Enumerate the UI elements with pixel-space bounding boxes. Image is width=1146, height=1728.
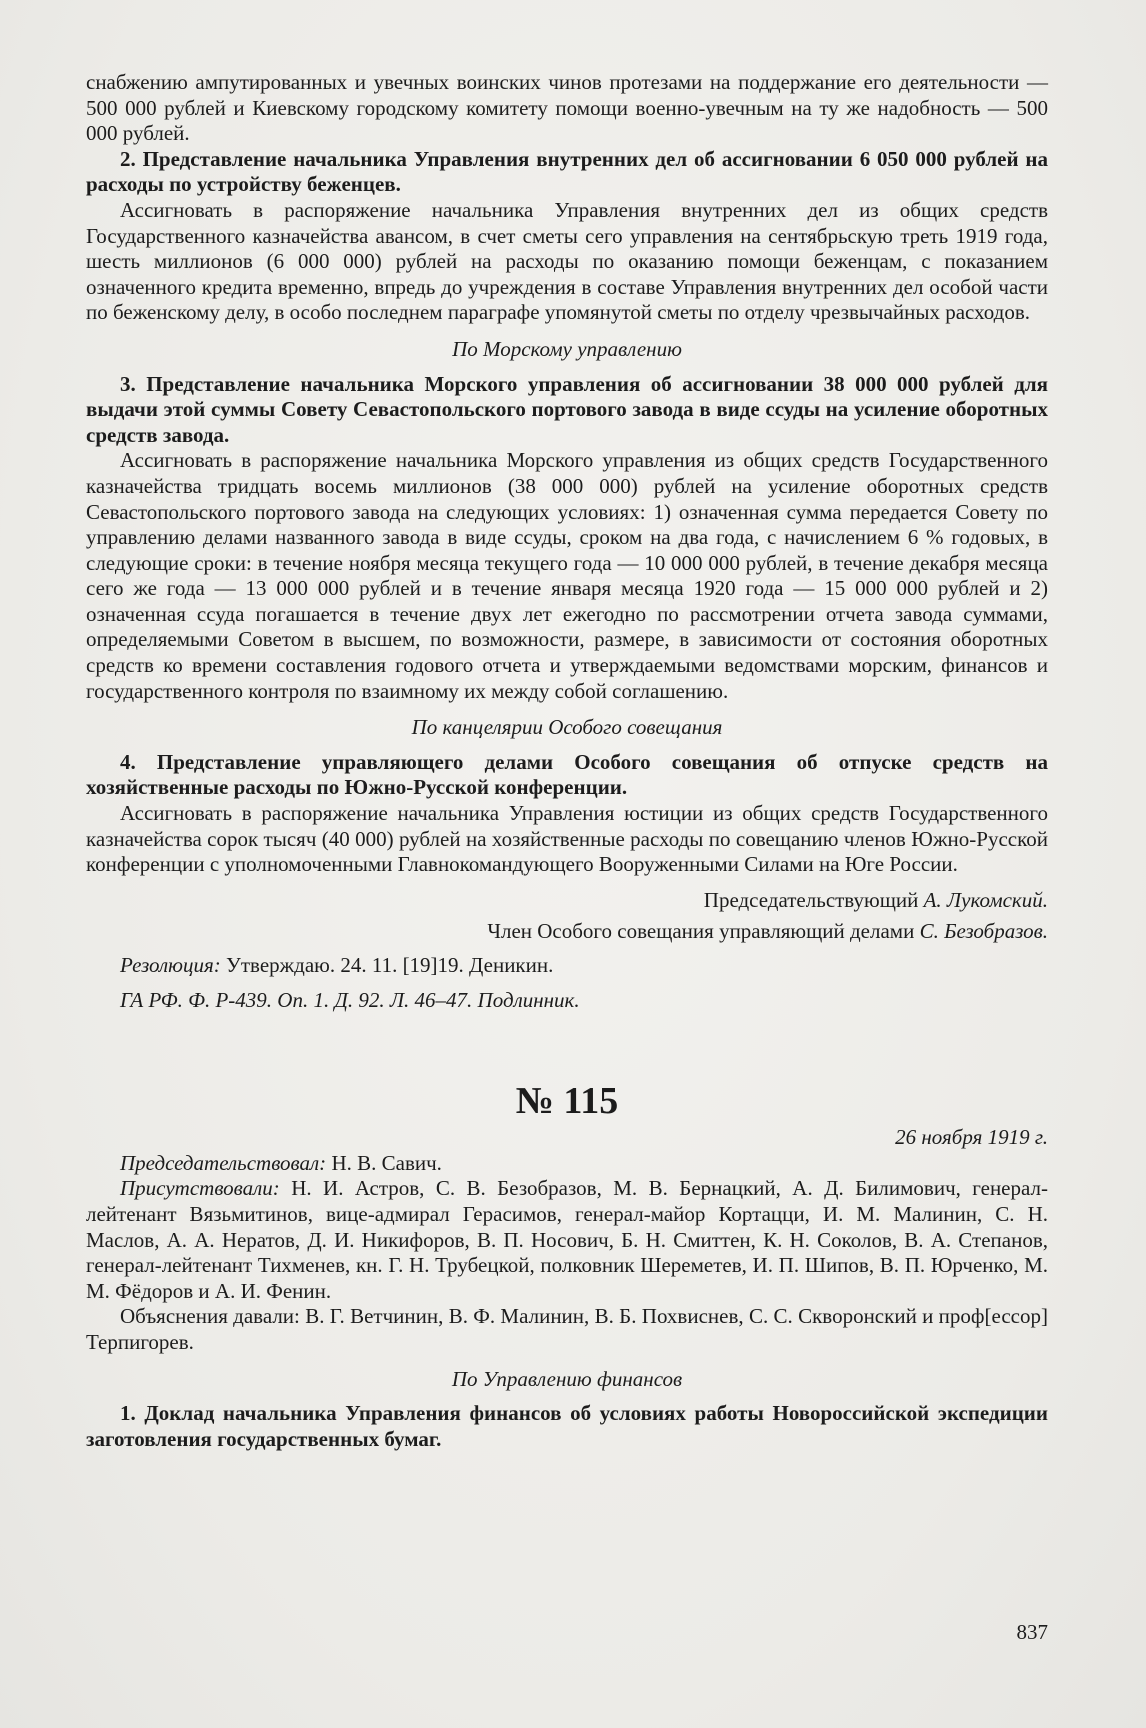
- signature-chair: Председательствующий А. Лукомский.: [703, 887, 1048, 912]
- item-heading: 4. Представление управляющего делами Особого совещания об отпуске средств на хозяйственные расходы по Южно-Русской конференции.: [86, 749, 1048, 800]
- resolution: Резолюция: Утверждаю. 24. 11. [19]19. Деникин.: [120, 953, 554, 977]
- item-heading: 3. Представление начальника Морского управления об ассигновании 38 000 000 рублей для выдачи этой суммы Совету Севастопольского портового завода в виде ссуды на усиление оборотных средств завода.: [86, 371, 1048, 447]
- explanations-line: Объяснения давали: В. Г. Ветчинин, В. Ф. Малинин, В. Б. Похвиснев, С. С. Скворонский и проф[ессор] Терпигорев.: [86, 1304, 1048, 1354]
- document-number: № 115: [515, 1080, 619, 1123]
- page-number: 837: [1016, 1620, 1048, 1644]
- section-heading: По канцелярии Особого совещания: [411, 715, 723, 740]
- document-date: 26 ноября 1919 г.: [895, 1125, 1048, 1150]
- section-heading: По Управлению финансов: [451, 1366, 683, 1391]
- paragraph: снабжению ампутированных и увечных воинских чинов протезами на поддержание его деятельности — 500 000 рублей и Киевскому городскому комитету помощи военно-увечным на ту же надобность — 500 000 рублей.: [86, 70, 1048, 146]
- archive-reference: ГА РФ. Ф. Р-439. Оп. 1. Д. 92. Л. 46–47. Подлинник.: [120, 987, 580, 1012]
- item-heading: 2. Представление начальника Управления внутренних дел об ассигновании 6 050 000 рублей на расходы по устройству беженцев.: [86, 146, 1048, 197]
- chaired-line: Председательствовал: Н. В. Савич.: [120, 1150, 442, 1175]
- paragraph: Ассигновать в распоряжение начальника Управления внутренних дел из общих средств Государственного казначейства авансом, в счет сметы сего управления на сентябрьскую треть 1919 года, шесть миллионов (6 000 000) рублей на расходы по оказанию помощи беженцам, с показанием означенного кредита временно, впредь до учреждения в составе Управления внутренних дел особой части по беженскому делу, в особо последнем параграфе упомянутой сметы по отделу чрезвычайных расходов.: [86, 197, 1048, 325]
- signature-member: Член Особого совещания управляющий делами С. Безобразов.: [487, 919, 1048, 944]
- paragraph: Ассигновать в распоряжение начальника Морского управления из общих средств Государственного казначейства тридцать восемь миллионов (38 000 000) рублей на усиление оборотных средств Севастопольского портового завода на следующих условиях: 1) означенная сумма передается Совету по управлению делами названного завода в виде ссуды, сроком на два года, с начислением 6 % годовых, в следующие сроки: в течение ноября месяца текущего года — 10 000 000 рублей, в течение декабря месяца сего же года — 13 000 000 рублей и в течение января месяца 1920 года — 15 000 000 рублей и 2) означенная ссуда погашается в течение двух лет ежегодно по рассмотрении отчета завода суммами, определяемыми Советом в высшем, по возможности, размере, в зависимости от состояния оборотных средств ко времени составления годового отчета и утверждаемыми ведомствами морским, финансов и государственного контроля по взаимному их между собой соглашению.: [86, 448, 1048, 703]
- section-heading: По Морскому управлению: [452, 336, 682, 361]
- paragraph: Ассигновать в распоряжение начальника Управления юстиции из общих средств Государственного казначейства сорок тысяч (40 000) рублей на хозяйственные расходы по совещанию членов Южно-Русской конференции с уполномоченными Главнокомандующего Вооруженными Силами на Юге России.: [86, 801, 1048, 877]
- present-line: Присутствовали: Н. И. Астров, С. В. Безобразов, М. В. Бернацкий, А. Д. Билимович, генерал-лейтенант Вязьмитинов, вице-адмирал Герасимов, генерал-майор Кортацци, И. М. Малинин, С. Н. Маслов, А. А. Нератов, Д. И. Никифоров, В. П. Носович, Б. Н. Смиттен, К. Н. Соколов, В. А. Степанов, генерал-лейтенант Тихменев, кн. Г. Н. Трубецкой, полковник Шереметев, И. П. Шипов, В. П. Юрченко, М. М. Фёдоров и А. И. Фенин.: [86, 1176, 1048, 1303]
- item-heading: 1. Доклад начальника Управления финансов об условиях работы Новороссийской экспедиции заготовления государственных бумаг.: [86, 1401, 1048, 1451]
